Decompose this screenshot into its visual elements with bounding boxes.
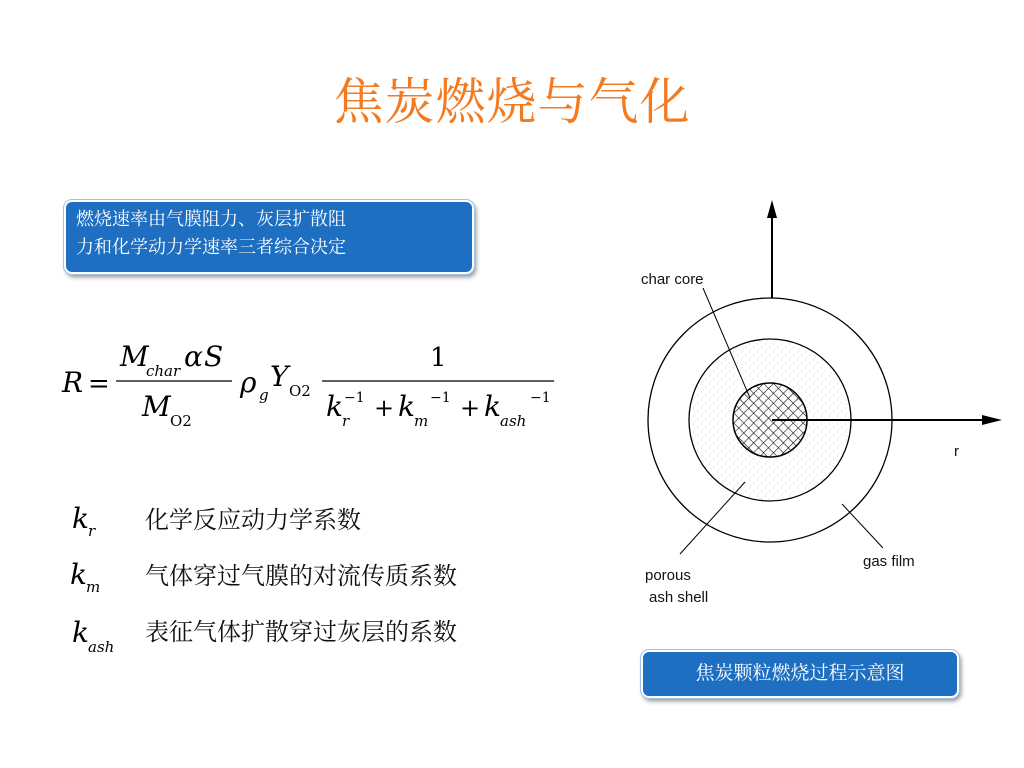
- legend-description-kash: 表征气体扩散穿过灰层的系数: [145, 618, 457, 646]
- svg-text:k: k: [72, 502, 89, 535]
- legend-symbol-kr: [66, 500, 136, 540]
- svg-text:m: m: [86, 578, 101, 596]
- frac2-num: 1: [430, 343, 447, 373]
- den-km: k: [398, 390, 415, 423]
- svg-text:r: r: [88, 522, 96, 540]
- legend-description-km: 气体穿过气膜的对流传质系数: [145, 562, 457, 590]
- den-km-sub: m: [414, 412, 429, 430]
- frac1-num-alpha: α: [184, 340, 203, 373]
- rate-formula: [56, 330, 566, 450]
- formula-rho: ρ: [240, 366, 257, 399]
- legend-row-km: [66, 556, 566, 596]
- char-particle-diagram: [620, 190, 1020, 620]
- den-kr-exp: −1: [344, 390, 365, 406]
- callout-line-1: 燃烧速率由气膜阻力、灰层扩散阻: [76, 209, 346, 230]
- horizontal-axis-arrow: [982, 415, 1002, 425]
- label-gas-film: gas film: [863, 553, 915, 570]
- frac1-num-S: S: [204, 340, 224, 373]
- den-kr-sub: r: [342, 412, 350, 430]
- callout-diagram-caption: 焦炭颗粒燃烧过程示意图: [641, 650, 959, 698]
- legend-description-kr: 化学反应动力学系数: [145, 506, 361, 534]
- formula-equals: =: [88, 369, 110, 399]
- legend-symbol-km: [66, 556, 136, 596]
- frac1-num-sub: char: [146, 362, 181, 380]
- label-ash-shell: ash shell: [649, 589, 709, 606]
- callout-line-2: 力和化学动力学速率三者综合决定: [76, 237, 346, 258]
- frac1-den-M: M: [142, 390, 171, 423]
- label-char-core: char core: [641, 271, 704, 288]
- svg-text:ash: ash: [88, 638, 115, 656]
- vertical-axis-arrow: [767, 200, 777, 218]
- den-plus-1: +: [374, 394, 395, 422]
- callout-combustion-rate: [64, 200, 474, 274]
- den-km-exp: −1: [430, 390, 451, 406]
- den-kash-exp: −1: [530, 390, 551, 406]
- formula-Y: Y: [270, 360, 289, 393]
- formula-lhs: R: [62, 366, 84, 399]
- den-kash-sub: ash: [500, 412, 527, 430]
- formula-Y-sub: O2: [289, 382, 311, 400]
- den-kr: k: [326, 390, 343, 423]
- den-kash: k: [484, 390, 501, 423]
- frac1-num-M: M: [120, 340, 149, 373]
- svg-text:k: k: [70, 558, 87, 591]
- formula-rho-sub: g: [259, 386, 269, 404]
- slide-title: 焦炭燃烧与气化: [333, 73, 691, 131]
- legend-row-kr: [66, 500, 566, 540]
- leader-gas-film: [842, 504, 883, 548]
- svg-text:k: k: [72, 616, 89, 649]
- frac1-den-sub: O2: [170, 412, 192, 430]
- label-r: r: [954, 443, 959, 460]
- legend-row-kash: [66, 612, 566, 656]
- legend-symbol-kash: [66, 612, 136, 656]
- label-porous: porous: [645, 567, 691, 584]
- den-plus-2: +: [460, 394, 481, 422]
